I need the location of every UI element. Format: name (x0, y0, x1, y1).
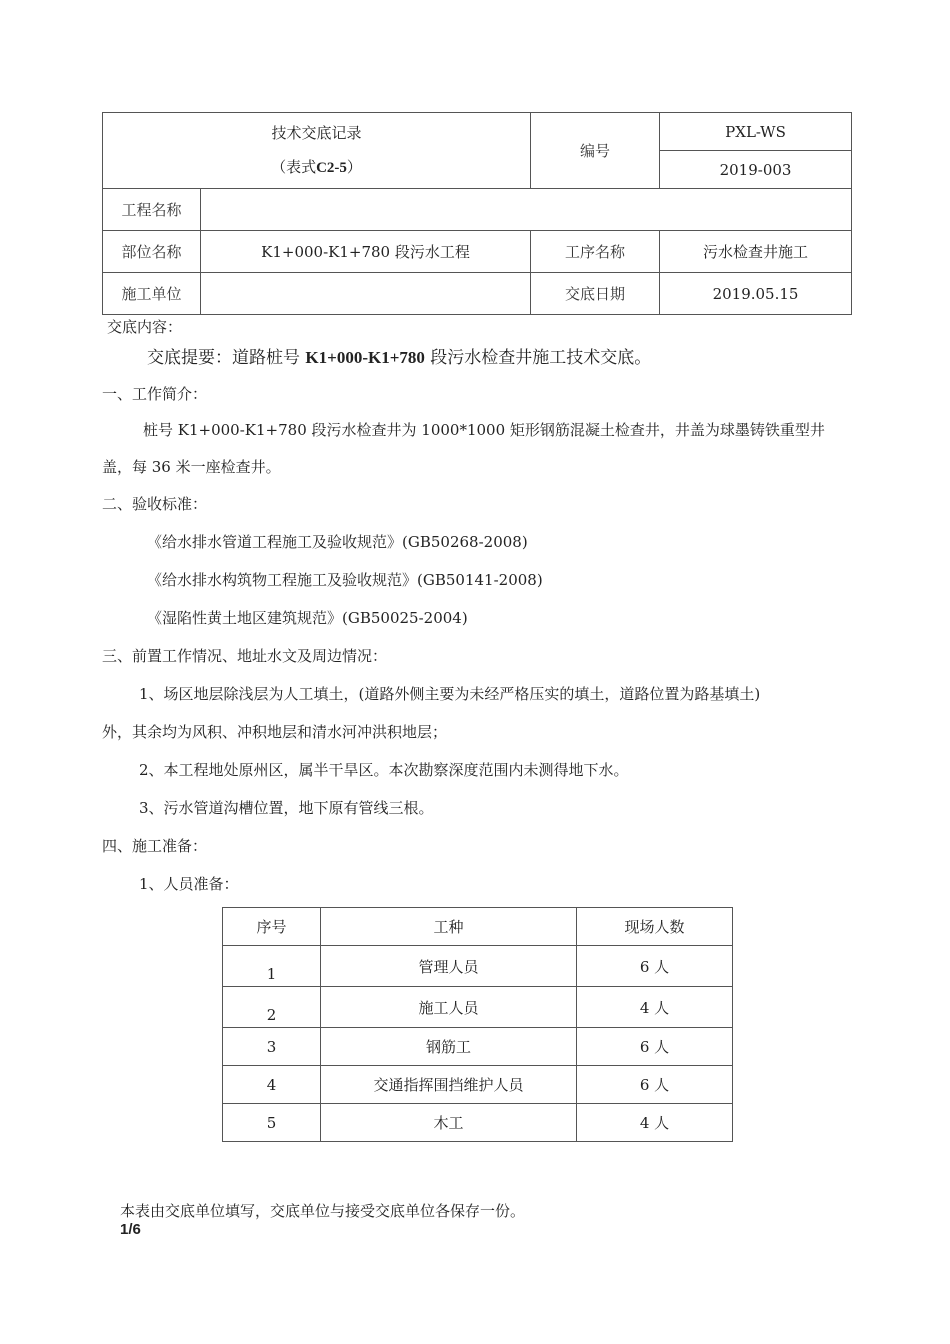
part-name-label: 部位名称 (103, 231, 201, 273)
row-type: 施工人员 (321, 987, 577, 1028)
section-2-title: 二、验收标准： (102, 495, 208, 513)
unit-label: 施工单位 (103, 273, 201, 315)
section-3-title: 三、前置工作情况、地址水文及周边情况： (102, 647, 388, 665)
row-no: 3 (223, 1028, 321, 1066)
table-row (223, 1066, 733, 1104)
number-top: PXL-WS (660, 113, 852, 151)
project-name-value (201, 189, 852, 231)
row-type: 木工 (321, 1104, 577, 1142)
row-type: 管理人员 (321, 946, 577, 987)
staff-header-type: 工种 (321, 908, 577, 946)
row-type: 钢筋工 (321, 1028, 577, 1066)
row-type: 交通指挥围挡维护人员 (321, 1066, 577, 1104)
row-no: 4 (223, 1066, 321, 1104)
section-3-para-1-line-2: 外，其余均为风积、冲积地层和清水河冲洪积地层； (102, 723, 448, 741)
section-3-para-1-line-1: 1、场区地层除浅层为人工填土，(道路外侧主要为未经严格压实的填土，道路位置为路基填土) (139, 685, 761, 703)
page-number: 1/6 (120, 1221, 141, 1238)
number-label: 编号 (531, 113, 660, 189)
table-row (223, 946, 733, 987)
header-table (102, 112, 852, 315)
date-label: 交底日期 (531, 273, 660, 315)
section-3-para-2: 2、本工程地处原州区，属半干旱区。本次勘察深度范围内未测得地下水。 (139, 761, 629, 779)
standard-1: 《给水排水管道工程施工及验收规范》(GB50268-2008) (147, 533, 528, 551)
standard-3: 《湿陷性黄土地区建筑规范》(GB50025-2004) (147, 609, 468, 627)
process-value: 污水检查井施工 (660, 231, 852, 273)
row-no: 2 (223, 987, 321, 1028)
section-1-title: 一、工作简介： (102, 385, 208, 403)
content-label: 交底内容： (107, 318, 183, 336)
section-3-para-3: 3、污水管道沟槽位置，地下原有管线三根。 (139, 799, 434, 817)
staff-header-no: 序号 (223, 908, 321, 946)
record-title-cell (103, 113, 531, 189)
row-count: 4 人 (577, 1104, 733, 1142)
section-1-line-1: 桩号 K1+000-K1+780 段污水检查井为 1000*1000 矩形钢筋混凝土检查井，井盖为球墨铸铁重型井 (143, 421, 825, 439)
date-value: 2019.05.15 (660, 273, 852, 315)
form-code: （表式C2-5） (271, 158, 362, 176)
table-row (223, 1104, 733, 1142)
table-row (223, 1028, 733, 1066)
section-1-line-2: 盖，每 36 米一座检查井。 (102, 458, 281, 476)
staff-table (222, 907, 733, 1142)
row-no: 5 (223, 1104, 321, 1142)
footer-note: 本表由交底单位填写，交底单位与接受交底单位各保存一份。 (120, 1202, 526, 1220)
process-label: 工序名称 (531, 231, 660, 273)
project-name-label: 工程名称 (103, 189, 201, 231)
row-count: 6 人 (577, 946, 733, 987)
summary-line: 交底提要：道路桩号 K1+000-K1+780 段污水检查井施工技术交底。 (147, 348, 652, 368)
table-row (223, 987, 733, 1028)
standard-2: 《给水排水构筑物工程施工及验收规范》(GB50141-2008) (147, 571, 543, 589)
staff-header-count: 现场人数 (577, 908, 733, 946)
section-4-sub-1: 1、人员准备： (139, 875, 239, 893)
part-name-value: K1+000-K1+780 段污水工程 (201, 231, 531, 273)
section-4-title: 四、施工准备： (102, 837, 208, 855)
number-bottom: 2019-003 (660, 151, 852, 189)
row-count: 4 人 (577, 987, 733, 1028)
row-count: 6 人 (577, 1066, 733, 1104)
unit-value (201, 273, 531, 315)
record-title: 技术交底记录 (271, 124, 362, 142)
row-no: 1 (223, 946, 321, 987)
row-count: 6 人 (577, 1028, 733, 1066)
